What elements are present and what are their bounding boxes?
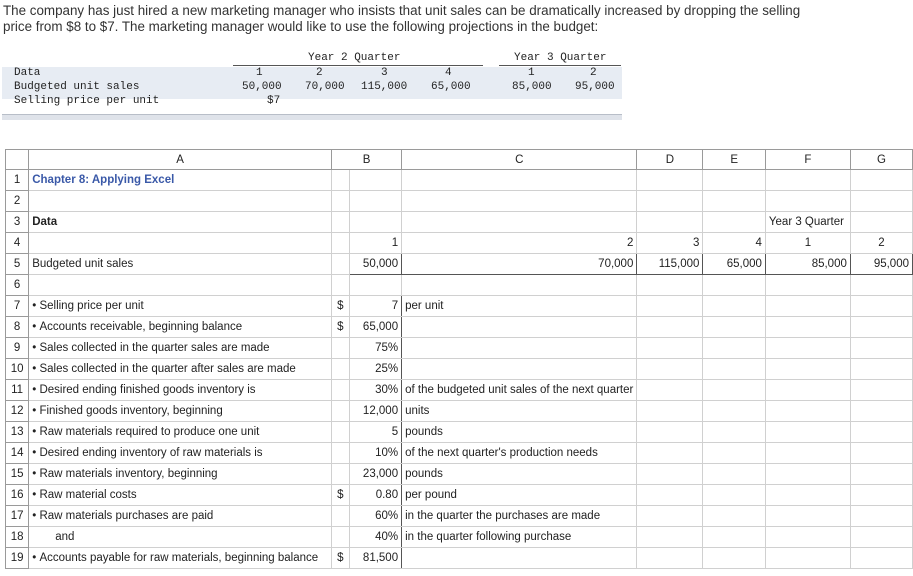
cell-d5[interactable]: 115,000 [637,254,703,275]
spreadsheet-body [6,170,913,569]
cell-c10[interactable] [402,359,637,380]
cell-a5[interactable]: Budgeted unit sales [29,254,332,275]
cell-d1[interactable] [637,170,703,191]
cell-b13-currency[interactable] [331,422,349,443]
cell-e4[interactable]: 4 [703,233,765,254]
cell-f5[interactable]: 85,000 [765,254,850,275]
cell-d2[interactable] [637,191,703,212]
cell-e5[interactable]: 65,000 [703,254,765,275]
cell-c1[interactable] [402,170,637,191]
cell-a8[interactable]: • Accounts receivable, beginning balance [29,317,332,338]
cell-b5-currency[interactable] [331,254,349,275]
cell-f19[interactable] [765,548,850,569]
cell-g3[interactable] [850,212,912,233]
cell-d9[interactable] [637,338,703,359]
cell-d18[interactable] [637,527,703,548]
cell-d7[interactable] [637,296,703,317]
cell-c6[interactable] [402,275,637,296]
cell-b7[interactable]: 7 [349,296,401,317]
row-number[interactable]: 8 [6,317,29,338]
cell-c18[interactable]: in the quarter following purchase [402,527,637,548]
row-number[interactable]: 16 [6,485,29,506]
cell-b7-currency[interactable]: $ [331,296,349,317]
cell-b13[interactable]: 5 [349,422,401,443]
cell-f12[interactable] [765,401,850,422]
cell-b11-currency[interactable] [331,380,349,401]
column-header-a[interactable]: A [29,150,332,170]
data-block-scrollbar[interactable] [2,114,622,120]
sheet-row-4 [6,233,913,254]
cell-e16[interactable] [703,485,765,506]
cell-b19-currency[interactable]: $ [331,548,349,569]
cell-d11[interactable] [637,380,703,401]
cell-g10[interactable] [850,359,912,380]
cell-a7[interactable]: • Selling price per unit [29,296,332,317]
sheet-row-8 [6,317,913,338]
quarter-4: 4 [445,67,452,79]
cell-b9-currency[interactable] [331,338,349,359]
cell-b14-currency[interactable] [331,443,349,464]
data-label: Data [14,67,41,79]
sheet-row-14 [6,443,913,464]
cell-f16[interactable] [765,485,850,506]
cell-d12[interactable] [637,401,703,422]
cell-g7[interactable] [850,296,912,317]
row-number[interactable]: 15 [6,464,29,485]
cell-e12[interactable] [703,401,765,422]
cell-c5[interactable]: 70,000 [402,254,637,275]
row-number[interactable]: 18 [6,527,29,548]
row-number[interactable]: 14 [6,443,29,464]
cell-b17-currency[interactable] [331,506,349,527]
cell-g6[interactable] [850,275,912,296]
column-header-row [6,150,913,170]
cell-f4[interactable]: 1 [765,233,850,254]
cell-g16[interactable] [850,485,912,506]
row-number[interactable]: 7 [6,296,29,317]
year2-underline [233,65,483,66]
cell-c7[interactable]: per unit [402,296,637,317]
year2-quarter-header: Year 2 Quarter [308,52,401,64]
cell-c14[interactable]: of the next quarter's production needs [402,443,637,464]
column-header-g[interactable]: G [850,150,912,170]
cell-c11[interactable]: of the budgeted unit sales of the next quarter [402,380,637,401]
sales-value: 65,000 [431,81,471,93]
quarter-2: 2 [316,67,323,79]
sales-value: 85,000 [512,81,552,93]
cell-a3[interactable]: Data [29,212,332,233]
cell-e6[interactable] [703,275,765,296]
row-number[interactable]: 10 [6,359,29,380]
row-number[interactable]: 17 [6,506,29,527]
corner-cell[interactable] [6,150,29,170]
cell-f13[interactable] [765,422,850,443]
cell-b9[interactable]: 75% [349,338,401,359]
row-number[interactable]: 6 [6,275,29,296]
cell-e8[interactable] [703,317,765,338]
cell-b16[interactable]: 0.80 [349,485,401,506]
cell-a1[interactable]: Chapter 8: Applying Excel [29,170,332,191]
row-number[interactable]: 1 [6,170,29,191]
cell-b4[interactable]: 1 [349,233,401,254]
cell-e18[interactable] [703,527,765,548]
year3-quarter-header: Year 3 Quarter [514,52,607,64]
cell-c2[interactable] [402,191,637,212]
cell-b16-currency[interactable]: $ [331,485,349,506]
row-number[interactable]: 12 [6,401,29,422]
sheet-row-11 [6,380,913,401]
cell-e2[interactable] [703,191,765,212]
cell-b5[interactable]: 50,000 [349,254,401,275]
cell-a10[interactable]: • Sales collected in the quarter after sales are made [29,359,332,380]
sheet-row-6 [6,275,913,296]
cell-b18[interactable]: 40% [349,527,401,548]
cell-e17[interactable] [703,506,765,527]
sheet-row-5 [6,254,913,275]
cell-f17[interactable] [765,506,850,527]
row-number[interactable]: 4 [6,233,29,254]
cell-b15[interactable]: 23,000 [349,464,401,485]
cell-d8[interactable] [637,317,703,338]
cell-d15[interactable] [637,464,703,485]
sheet-row-7 [6,296,913,317]
cell-f18[interactable] [765,527,850,548]
row-number[interactable]: 13 [6,422,29,443]
cell-a12[interactable]: • Finished goods inventory, beginning [29,401,332,422]
cell-f9[interactable] [765,338,850,359]
cell-f8[interactable] [765,317,850,338]
sheet-row-16 [6,485,913,506]
cell-c13[interactable]: pounds [402,422,637,443]
cell-e7[interactable] [703,296,765,317]
cell-c15[interactable]: pounds [402,464,637,485]
intro-line-2: price from $8 to $7. The marketing manager would like to use the following projections in the budget: [3,19,599,34]
sheet-row-12 [6,401,913,422]
cell-d19[interactable] [637,548,703,569]
cell-b14[interactable]: 10% [349,443,401,464]
cell-a14[interactable]: • Desired ending inventory of raw materials is [29,443,332,464]
cell-e19[interactable] [703,548,765,569]
cell-a11[interactable]: • Desired ending finished goods inventory is [29,380,332,401]
cell-g8[interactable] [850,317,912,338]
row-number[interactable]: 9 [6,338,29,359]
cell-g4[interactable]: 2 [850,233,912,254]
cell-a2[interactable] [29,191,332,212]
cell-b2[interactable] [349,191,401,212]
sheet-row-3 [6,212,913,233]
cell-a19[interactable]: • Accounts payable for raw materials, beginning balance [29,548,332,569]
cell-c19[interactable] [402,548,637,569]
cell-b2-currency[interactable] [331,191,349,212]
sheet-row-2 [6,191,913,212]
row-number[interactable]: 11 [6,380,29,401]
sheet-row-19 [6,548,913,569]
budgeted-sales-label: Budgeted unit sales [14,81,140,93]
cell-g12[interactable] [850,401,912,422]
cell-b19[interactable]: 81,500 [349,548,401,569]
cell-f1[interactable] [765,170,850,191]
cell-b6-currency[interactable] [331,275,349,296]
cell-g19[interactable] [850,548,912,569]
cell-b1[interactable] [349,170,401,191]
sheet-row-10 [6,359,913,380]
cell-e3[interactable] [703,212,765,233]
cell-e11[interactable] [703,380,765,401]
cell-b17[interactable]: 60% [349,506,401,527]
cell-b12[interactable]: 12,000 [349,401,401,422]
cell-f2[interactable] [765,191,850,212]
cell-b10[interactable]: 25% [349,359,401,380]
projection-data-block [2,51,622,121]
sheet-row-1 [6,170,913,191]
cell-g18[interactable] [850,527,912,548]
sheet-row-17 [6,506,913,527]
row-number[interactable]: 2 [6,191,29,212]
cell-a13[interactable]: • Raw materials required to produce one unit [29,422,332,443]
cell-e9[interactable] [703,338,765,359]
cell-f7[interactable] [765,296,850,317]
cell-a6[interactable] [29,275,332,296]
cell-g9[interactable] [850,338,912,359]
cell-d4[interactable]: 3 [637,233,703,254]
cell-b6[interactable] [349,275,401,296]
cell-d3[interactable] [637,212,703,233]
cell-a9[interactable]: • Sales collected in the quarter sales are made [29,338,332,359]
cell-g13[interactable] [850,422,912,443]
cell-c12[interactable]: units [402,401,637,422]
cell-d13[interactable] [637,422,703,443]
cell-c3[interactable] [402,212,637,233]
cell-b10-currency[interactable] [331,359,349,380]
cell-a18[interactable]: and [29,527,332,548]
selling-price-value: $7 [267,95,281,107]
cell-b11[interactable]: 30% [349,380,401,401]
cell-b3-currency[interactable] [331,212,349,233]
cell-e14[interactable] [703,443,765,464]
quarter-y3-1: 1 [528,67,535,79]
cell-b15-currency[interactable] [331,464,349,485]
cell-a16[interactable]: • Raw material costs [29,485,332,506]
problem-statement [3,3,903,35]
cell-c8[interactable] [402,317,637,338]
cell-d10[interactable] [637,359,703,380]
row-number[interactable]: 3 [6,212,29,233]
cell-d17[interactable] [637,506,703,527]
cell-b12-currency[interactable] [331,401,349,422]
column-header-e[interactable]: E [703,150,765,170]
cell-g5[interactable]: 95,000 [850,254,912,275]
selling-price-label: Selling price per unit [14,95,160,107]
cell-c4[interactable]: 2 [402,233,637,254]
cell-g11[interactable] [850,380,912,401]
cell-e15[interactable] [703,464,765,485]
cell-b18-currency[interactable] [331,527,349,548]
cell-d6[interactable] [637,275,703,296]
column-header-b[interactable]: B [331,150,401,170]
column-header-c[interactable]: C [402,150,637,170]
sales-value: 95,000 [575,81,615,93]
cell-f15[interactable] [765,464,850,485]
cell-a17[interactable]: • Raw materials purchases are paid [29,506,332,527]
sales-value: 50,000 [242,81,282,93]
cell-b1-currency[interactable] [331,170,349,191]
sales-value: 70,000 [305,81,345,93]
quarter-3: 3 [381,67,388,79]
sheet-row-15 [6,464,913,485]
cell-b4-currency[interactable] [331,233,349,254]
intro-line-1: The company has just hired a new marketing manager who insists that unit sales can be dramatically increased by dropping the selling [3,3,801,18]
cell-d14[interactable] [637,443,703,464]
cell-g14[interactable] [850,443,912,464]
cell-f6[interactable] [765,275,850,296]
cell-b8[interactable]: 65,000 [349,317,401,338]
cell-g15[interactable] [850,464,912,485]
sheet-row-13 [6,422,913,443]
cell-b3[interactable] [349,212,401,233]
cell-a15[interactable]: • Raw materials inventory, beginning [29,464,332,485]
sheet-row-9 [6,338,913,359]
column-header-f[interactable]: F [765,150,850,170]
cell-g17[interactable] [850,506,912,527]
cell-e1[interactable] [703,170,765,191]
row-number[interactable]: 5 [6,254,29,275]
cell-f14[interactable] [765,443,850,464]
quarter-y3-2: 2 [590,67,597,79]
sales-value: 115,000 [361,81,408,93]
cell-b8-currency[interactable]: $ [331,317,349,338]
cell-c9[interactable] [402,338,637,359]
cell-a4[interactable] [29,233,332,254]
cell-f10[interactable] [765,359,850,380]
sheet-row-18 [6,527,913,548]
cell-c17[interactable]: in the quarter the purchases are made [402,506,637,527]
cell-d16[interactable] [637,485,703,506]
cell-e13[interactable] [703,422,765,443]
quarter-1: 1 [256,67,263,79]
column-header-d[interactable]: D [637,150,703,170]
cell-e10[interactable] [703,359,765,380]
cell-g1[interactable] [850,170,912,191]
cell-f3[interactable]: Year 3 Quarter [765,212,850,233]
cell-f11[interactable] [765,380,850,401]
cell-g2[interactable] [850,191,912,212]
year3-underline [499,65,621,66]
row-number[interactable]: 19 [6,548,29,569]
cell-c16[interactable]: per pound [402,485,637,506]
spreadsheet-grid [5,149,913,569]
